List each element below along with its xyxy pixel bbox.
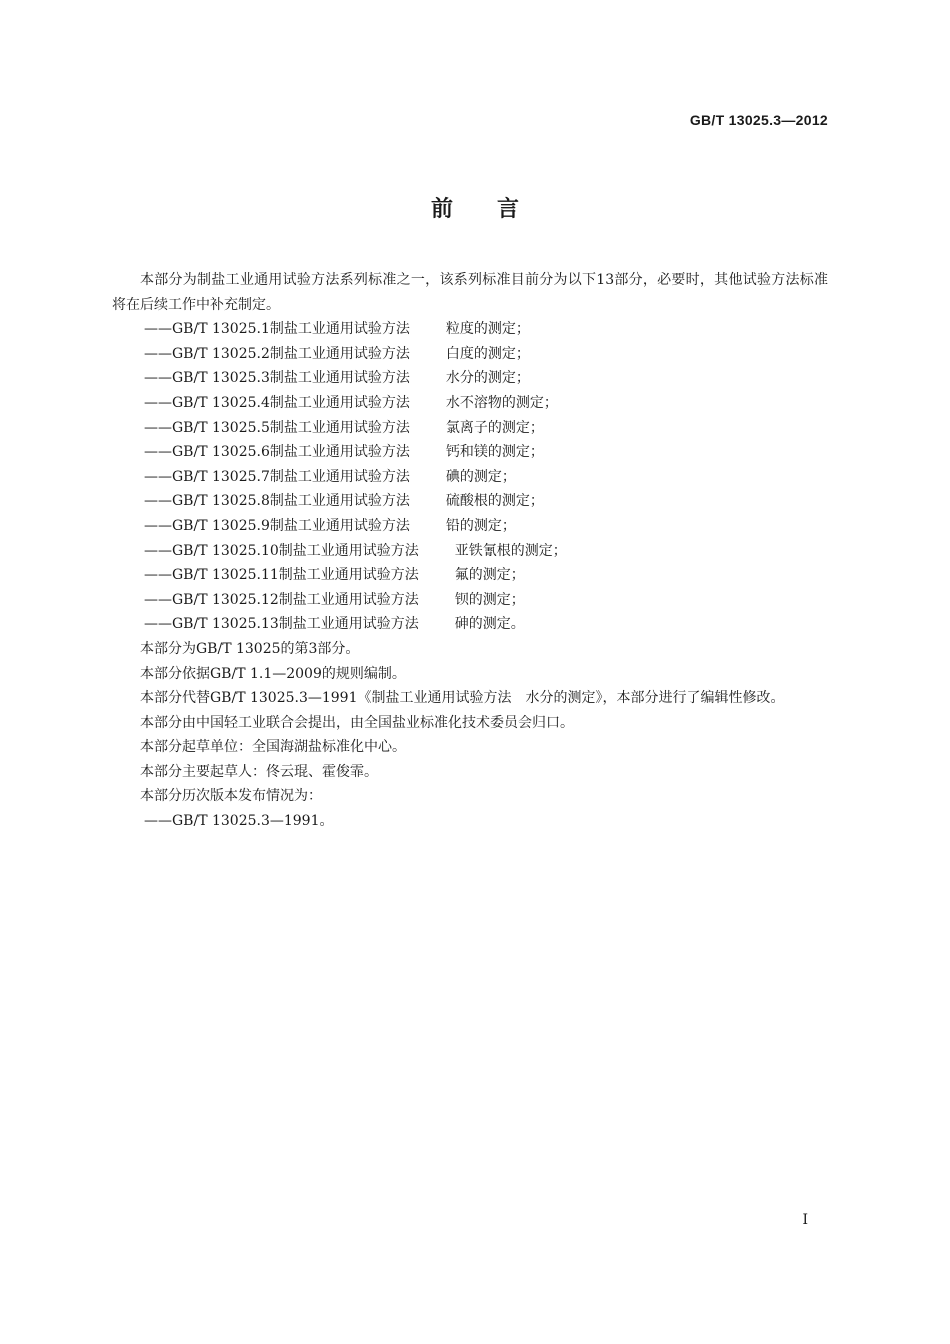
part-name: 制盐工业通用试验方法 [278, 567, 419, 584]
list-item [112, 563, 828, 588]
part-code: ——GB/T 13025.8 [144, 493, 270, 510]
proposed-by-statement: 本部分由中国轻工业联合会提出，由全国盐业标准化技术委员会归口。 [140, 714, 574, 731]
part-name: 制盐工业通用试验方法 [269, 370, 410, 387]
part-name: 制盐工业通用试验方法 [269, 444, 410, 461]
list-item [112, 317, 828, 342]
part-topic: 铅的测定； [445, 517, 516, 534]
part-topic: 水分的测定； [445, 370, 530, 387]
part-code: ——GB/T 13025.3 [144, 370, 270, 387]
page-number: I [802, 1212, 808, 1228]
part-name: 制盐工业通用试验方法 [269, 394, 410, 411]
history-item: ——GB/T 13025.3—1991。 [144, 813, 334, 830]
part-topic: 钙和镁的测定； [445, 444, 544, 461]
part-topic: 氯离子的测定； [445, 419, 544, 436]
part-name: 制盐工业通用试验方法 [269, 517, 410, 534]
list-item [112, 539, 828, 564]
part-topic: 水不溶物的测定； [445, 394, 558, 411]
part-code: ——GB/T 13025.2 [144, 345, 270, 362]
part-of-statement: 本部分为GB/T 13025的第3部分。 [140, 640, 360, 657]
part-code: ——GB/T 13025.9 [144, 517, 270, 534]
standard-number: GB/T 13025.3—2012 [689, 112, 828, 128]
list-item [112, 588, 828, 613]
part-name: 制盐工业通用试验方法 [269, 345, 410, 362]
list-item [112, 440, 828, 465]
title-char-2: 言 [497, 197, 520, 222]
page-title [0, 192, 950, 223]
intro-paragraph: 本部分为制盐工业通用试验方法系列标准之一，该系列标准目前分为以下13部分，必要时，其他试验方法标准将在后续工作中补充制定。 [112, 272, 828, 313]
replaces-statement: 本部分代替GB/T 13025.3—1991《制盐工业通用试验方法 水分的测定》，本部分进行了编辑性修改。 [140, 690, 785, 707]
part-code: ——GB/T 13025.13 [144, 616, 279, 633]
list-item [112, 416, 828, 441]
drafting-unit-statement: 本部分起草单位：全国海湖盐标准化中心。 [140, 739, 406, 756]
part-topic: 碘的测定； [445, 468, 516, 485]
part-topic: 砷的测定。 [454, 616, 525, 633]
history-title: 本部分历次版本发布情况为： [140, 788, 322, 805]
part-topic: 白度的测定； [445, 345, 530, 362]
part-code: ——GB/T 13025.10 [144, 542, 279, 559]
part-code: ——GB/T 13025.4 [144, 394, 270, 411]
list-item [112, 489, 828, 514]
part-topic: 粒度的测定； [445, 321, 530, 338]
parts-list [112, 317, 828, 637]
part-code: ——GB/T 13025.7 [144, 468, 270, 485]
list-item [112, 391, 828, 416]
part-topic: 亚铁氰根的测定； [454, 542, 567, 559]
part-code: ——GB/T 13025.5 [144, 419, 270, 436]
part-name: 制盐工业通用试验方法 [278, 616, 419, 633]
title-char-1: 前 [430, 197, 453, 222]
foreword-body [112, 268, 828, 834]
part-name: 制盐工业通用试验方法 [269, 468, 410, 485]
list-item [112, 342, 828, 367]
part-topic: 氟的测定； [454, 567, 525, 584]
drafting-rules-statement: 本部分依据GB/T 1.1—2009的规则编制。 [140, 665, 406, 682]
part-name: 制盐工业通用试验方法 [269, 321, 410, 338]
part-code: ——GB/T 13025.11 [144, 567, 279, 584]
part-code: ——GB/T 13025.1 [144, 321, 270, 338]
part-name: 制盐工业通用试验方法 [278, 542, 419, 559]
list-item [112, 612, 828, 637]
part-code: ——GB/T 13025.6 [144, 444, 270, 461]
part-name: 制盐工业通用试验方法 [269, 419, 410, 436]
part-topic: 硫酸根的测定； [445, 493, 544, 510]
part-name: 制盐工业通用试验方法 [269, 493, 410, 510]
list-item [112, 465, 828, 490]
part-topic: 钡的测定； [454, 591, 525, 608]
list-item [112, 514, 828, 539]
part-name: 制盐工业通用试验方法 [278, 591, 419, 608]
part-code: ——GB/T 13025.12 [144, 591, 279, 608]
drafters-statement: 本部分主要起草人：佟云琨、霍俊霏。 [140, 763, 378, 780]
list-item [112, 366, 828, 391]
